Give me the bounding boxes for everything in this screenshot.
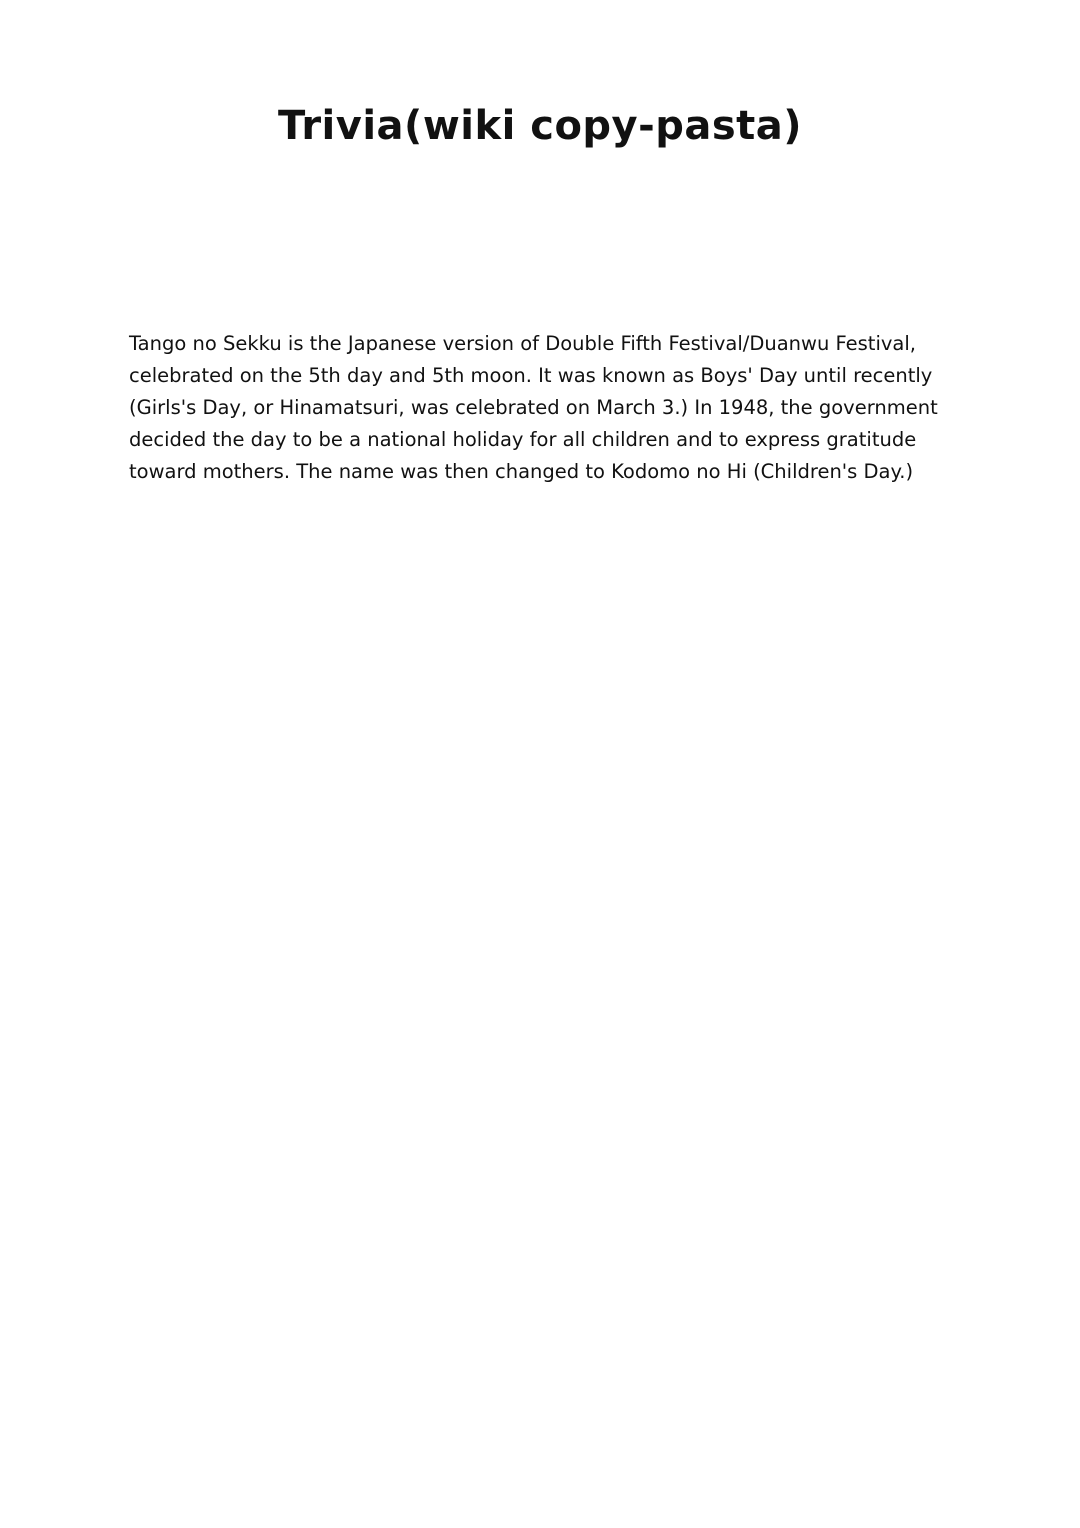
trivia-paragraph xyxy=(129,328,959,488)
paragraph-line: (Girls's Day, or Hinamatsuri, was celebrated on March 3.) In 1948, the government xyxy=(129,396,938,419)
paragraph-line: celebrated on the 5th day and 5th moon. It was known as Boys' Day until recently xyxy=(129,364,933,387)
paragraph-line: decided the day to be a national holiday for all children and to express gratitude xyxy=(129,428,917,451)
paragraph-line: toward mothers. The name was then changed to Kodomo no Hi (Children's Day.) xyxy=(129,460,914,483)
paragraph-line: Tango no Sekku is the Japanese version of Double Fifth Festival/Duanwu Festival, xyxy=(129,332,916,355)
page-title: Trivia(wiki copy-pasta) xyxy=(277,103,803,149)
